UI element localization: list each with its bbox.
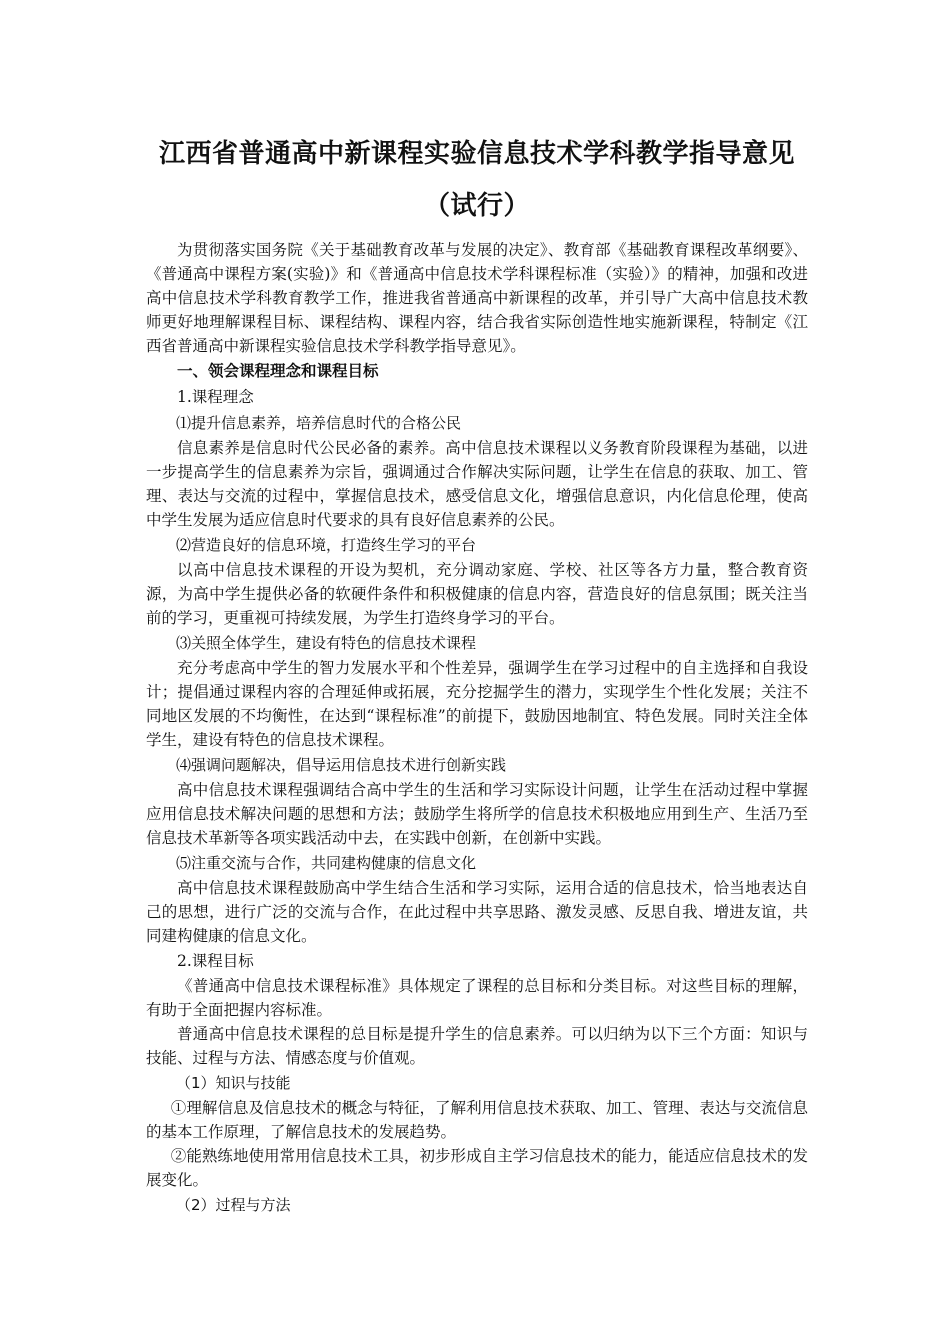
goal-list-item: ①理解信息及信息技术的概念与特征，了解利用信息技术获取、加工、管理、表达与交流信息的基本工作原理，了解信息技术的发展趋势。: [146, 1099, 808, 1141]
subsection-heading: 2.课程目标: [177, 952, 254, 970]
document-page: [146, 128, 808, 1218]
item-paragraph: 高中信息技术课程鼓励高中学生结合生活和学习实际，运用合适的信息技术，恰当地表达自己的思想，进行广泛的交流与合作，在此过程中共享思路、激发灵感、反思自我、增进友谊，共同建构健康的信息文化。: [146, 879, 808, 945]
subsection-heading: 1.课程理念: [177, 388, 254, 406]
item-heading: ⑴提升信息素养，培养信息时代的合格公民: [176, 414, 462, 432]
item-heading: ⑸注重交流与合作，共同建构健康的信息文化: [176, 854, 477, 872]
goal-list-item: ②能熟练地使用常用信息技术工具，初步形成自主学习信息技术的能力，能适应信息技术的发展变化。: [146, 1147, 808, 1189]
goal-heading-knowledge: （1）知识与技能: [176, 1074, 291, 1092]
item-heading: ⑵营造良好的信息环境，打造终生学习的平台: [176, 536, 477, 554]
document-title: 江西省普通高中新课程实验信息技术学科教学指导意见（试行）: [158, 139, 795, 221]
goal-paragraph: 普通高中信息技术课程的总目标是提升学生的信息素养。可以归纳为以下三个方面：知识与技能、过程与方法、情感态度与价值观。: [146, 1025, 808, 1067]
item-paragraph: 以高中信息技术课程的开设为契机，充分调动家庭、学校、社区等各方力量，整合教育资源，为高中学生提供必备的软硬件条件和积极健康的信息内容，营造良好的信息氛围；既关注当前的学习，更重视可持续发展，为学生打造终身学习的平台。: [146, 561, 808, 627]
intro-paragraph: 为贯彻落实国务院《关于基础教育改革与发展的决定》、教育部《基础教育课程改革纲要》、《普通高中课程方案(实验)》和《普通高中信息技术学科课程标准（实验）》的精神，加强和改进高中信息技术学科教育教学工作，推进我省普通高中新课程的改革，并引导广大高中信息技术教师更好地理解课程目标、课程结构、课程内容，结合我省实际创造性地实施新课程，特制定《江西省普通高中新课程实验信息技术学科教学指导意见》。: [146, 241, 808, 355]
goal-paragraph: 《普通高中信息技术课程标准》具体规定了课程的总目标和分类目标。对这些目标的理解，有助于全面把握内容标准。: [146, 977, 808, 1019]
item-heading: ⑶关照全体学生，建设有特色的信息技术课程: [176, 634, 477, 652]
goal-heading-process: （2）过程与方法: [176, 1196, 291, 1214]
section-heading: 一、领会课程理念和课程目标: [177, 362, 379, 380]
item-paragraph: 高中信息技术课程强调结合高中学生的生活和学习实际设计问题，让学生在活动过程中掌握应用信息技术解决问题的思想和方法；鼓励学生将所学的信息技术积极地应用到生产、生活乃至信息技术革新等各项实践活动中去，在实践中创新，在创新中实践。: [146, 781, 808, 847]
item-paragraph: 充分考虑高中学生的智力发展水平和个性差异，强调学生在学习过程中的自主选择和自我设计；提倡通过课程内容的合理延伸或拓展，充分挖掘学生的潜力，实现学生个性化发展；关注不同地区发展的不均衡性，在达到“课程标准”的前提下，鼓励因地制宜、特色发展。同时关注全体学生，建设有特色的信息技术课程。: [146, 659, 808, 749]
item-heading: ⑷强调问题解决，倡导运用信息技术进行创新实践: [176, 756, 507, 774]
item-paragraph: 信息素养是信息时代公民必备的素养。高中信息技术课程以义务教育阶段课程为基础，以进一步提高学生的信息素养为宗旨，强调通过合作解决实际问题，让学生在信息的获取、加工、管理、表达与交流的过程中，掌握信息技术，感受信息文化，增强信息意识，内化信息伦理，使高中学生发展为适应信息时代要求的具有良好信息素养的公民。: [146, 439, 808, 529]
